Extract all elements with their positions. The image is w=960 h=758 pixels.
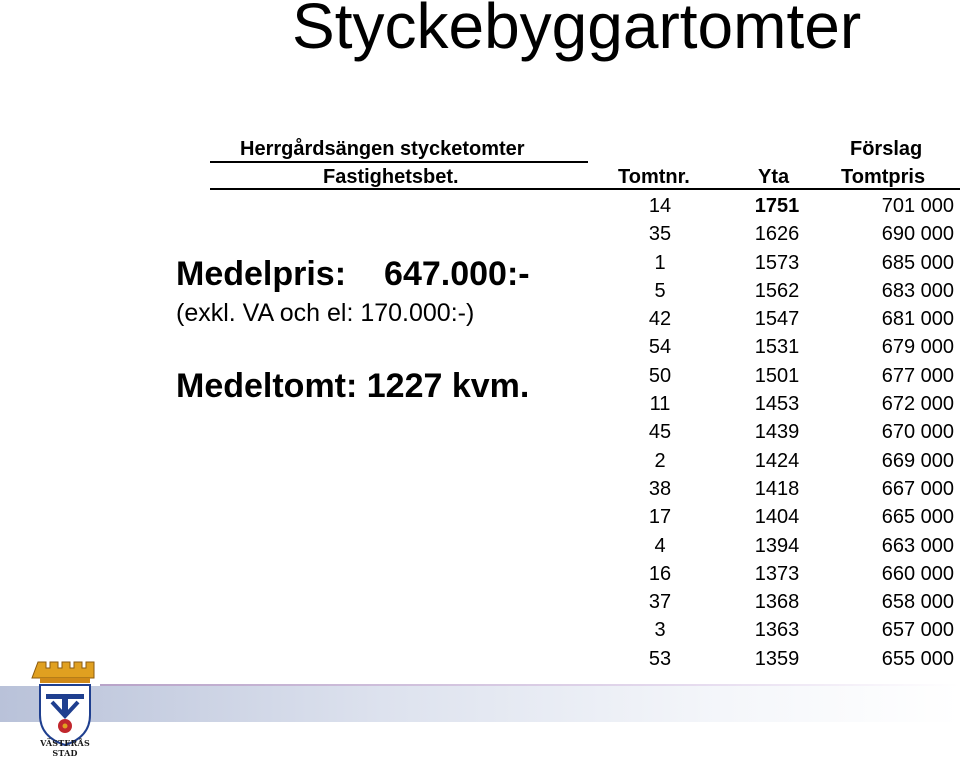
tomtpris-cell: 663 000 <box>881 534 954 557</box>
tomtnr-cell: 35 <box>648 223 672 246</box>
tomtpris-cell: 669 000 <box>881 449 954 472</box>
tomtnr-cell: 50 <box>648 364 672 387</box>
tomtnr-cell: 4 <box>654 534 666 557</box>
footer-line <box>100 684 960 686</box>
tomter-table <box>610 192 960 673</box>
table-row <box>610 588 960 616</box>
vasteras-coat-of-arms-icon <box>30 658 100 750</box>
col-tomtnr-header: Tomtnr. <box>618 166 690 188</box>
table-row <box>610 305 960 333</box>
tomtpris-cell: 672 000 <box>881 393 954 416</box>
tomtnr-cell: 42 <box>648 308 672 331</box>
table-row <box>610 333 960 361</box>
table-row <box>610 616 960 644</box>
table-row <box>610 277 960 305</box>
tomtnr-cell: 3 <box>654 619 666 642</box>
table-row <box>610 447 960 475</box>
yta-cell: 1424 <box>754 449 800 472</box>
table-row <box>610 220 960 248</box>
table-row <box>610 390 960 418</box>
yta-cell: 1418 <box>754 477 800 500</box>
table-row <box>610 645 960 673</box>
tomtpris-cell: 701 000 <box>881 195 954 217</box>
col-tomtpris-header: Tomtpris <box>841 166 926 188</box>
tomtnr-cell: 17 <box>648 506 672 529</box>
yta-cell: 1547 <box>754 308 800 331</box>
tomtpris-cell: 681 000 <box>881 308 954 331</box>
table-row <box>610 192 960 220</box>
yta-cell: 1394 <box>754 534 800 557</box>
medelpris <box>176 254 530 294</box>
yta-cell: 1373 <box>754 562 800 585</box>
tomtpris-cell: 655 000 <box>881 647 954 670</box>
col-yta-header: Yta <box>758 166 790 188</box>
tomtnr-cell: 37 <box>648 591 672 614</box>
yta-cell: 1363 <box>754 619 800 642</box>
tomtnr-cell: 1 <box>654 251 666 274</box>
tomtnr-cell: 38 <box>648 477 672 500</box>
yta-cell: 1573 <box>754 251 800 274</box>
table-row <box>610 560 960 588</box>
tomtpris-cell: 658 000 <box>881 591 954 614</box>
page-title: Styckebyggartomter <box>292 0 862 62</box>
tomtpris-cell: 685 000 <box>881 251 954 274</box>
medelpris-label: Medelpris: <box>176 255 347 293</box>
tomtpris-cell: 665 000 <box>881 506 954 529</box>
tomtpris-cell: 677 000 <box>881 364 954 387</box>
table-row <box>610 475 960 503</box>
table-row <box>610 249 960 277</box>
tomtnr-cell: 53 <box>648 647 672 670</box>
yta-cell: 1562 <box>754 279 800 302</box>
table-row <box>610 503 960 531</box>
tomtpris-cell: 683 000 <box>881 279 954 302</box>
exkl-note: (exkl. VA och el: 170.000:-) <box>176 299 475 327</box>
tomtpris-cell: 657 000 <box>881 619 954 642</box>
tomtnr-cell: 2 <box>654 449 666 472</box>
footer-band <box>0 686 960 722</box>
col-fastighet-header: Fastighetsbet. <box>323 166 459 188</box>
table-row <box>610 418 960 446</box>
tomtpris-cell: 670 000 <box>881 421 954 444</box>
tomtpris-cell: 690 000 <box>881 223 954 246</box>
table-row <box>610 362 960 390</box>
tomtpris-cell: 667 000 <box>881 477 954 500</box>
tomtnr-cell: 5 <box>654 279 666 302</box>
tomtpris-cell: 679 000 <box>881 336 954 359</box>
tomtnr-cell: 16 <box>648 562 672 585</box>
yta-cell: 1501 <box>754 364 800 387</box>
forslag-header: Förslag <box>850 138 923 160</box>
yta-cell: 1453 <box>754 393 800 416</box>
yta-cell: 1531 <box>754 336 800 359</box>
header-underline <box>210 188 960 190</box>
area-title: Herrgårdsängen stycketomter <box>240 138 525 160</box>
tomtpris-cell: 660 000 <box>881 562 954 585</box>
table-row <box>610 532 960 560</box>
yta-cell: 1626 <box>754 223 800 246</box>
yta-cell: 1751 <box>754 195 800 217</box>
area-title-underline <box>210 161 588 163</box>
tomtnr-cell: 54 <box>648 336 672 359</box>
yta-cell: 1404 <box>754 506 800 529</box>
medeltomt: Medeltomt: 1227 kvm. <box>176 367 530 405</box>
yta-cell: 1359 <box>754 647 800 670</box>
yta-cell: 1368 <box>754 591 800 614</box>
tomtnr-cell: 45 <box>648 421 672 444</box>
tomtnr-cell: 11 <box>649 393 671 416</box>
yta-cell: 1439 <box>754 421 800 444</box>
tomtnr-cell: 14 <box>648 195 672 217</box>
medelpris-value: 647.000:- <box>384 255 530 293</box>
logo-text: VÄSTERÅS STAD <box>40 738 90 758</box>
